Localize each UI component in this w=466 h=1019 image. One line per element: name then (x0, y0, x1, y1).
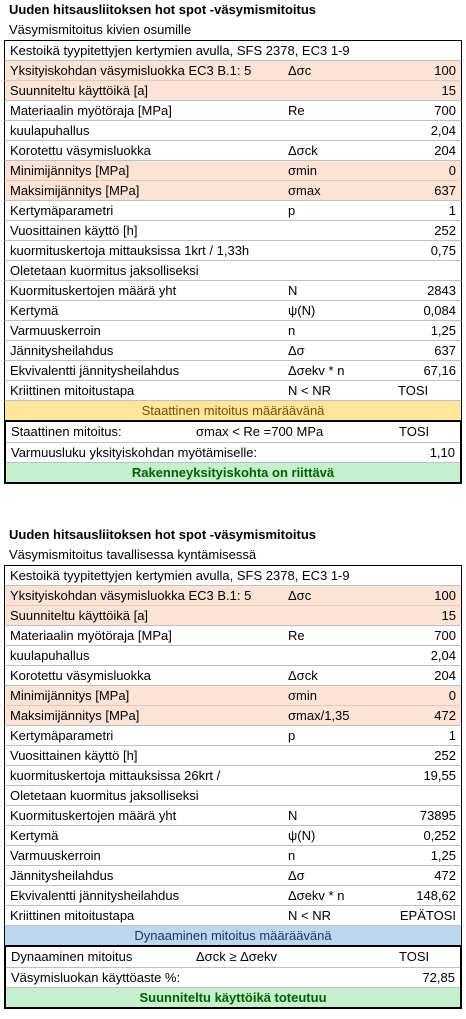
row-symbol: Δσck (288, 668, 318, 683)
row-value: 2,04 (430, 648, 456, 663)
row-value: 637 (434, 183, 456, 198)
row-symbol: N (288, 283, 298, 298)
table-row (4, 685, 462, 705)
conclusion-banner (6, 987, 460, 1007)
row-label: Ekvivalentti jännitysheilahdus (10, 363, 180, 378)
table-row (4, 585, 462, 605)
result-label: Väsymisluokan käyttöaste %: (11, 970, 181, 985)
table-row (4, 300, 462, 320)
row-label: Maksimijännitys [MPa] (10, 183, 140, 198)
result-value: 72,85 (422, 970, 455, 985)
table-row (4, 80, 462, 100)
table-row (4, 725, 462, 745)
row-label: Kuormituskertojen määrä yht (10, 808, 177, 823)
table-row (4, 240, 462, 260)
row-value: 204 (434, 668, 456, 683)
row-label: Kertymäparametri (10, 728, 114, 743)
row-value: 1,25 (430, 848, 456, 863)
row-symbol: σmax (288, 183, 321, 198)
row-label: Korotettu väsymisluokka (10, 668, 151, 683)
row-value: 637 (434, 343, 456, 358)
row-label: Suunniteltu käyttöikä [a] (10, 608, 149, 623)
title-text: Uuden hitsausliitoksen hot spot -väsymismitoitus (9, 527, 316, 542)
row-value: 0 (448, 688, 456, 703)
result-value: TOSI (399, 949, 430, 964)
row-value: 19,55 (423, 768, 456, 783)
table-row (4, 845, 462, 865)
row-value: 0,252 (423, 828, 456, 843)
row-label: Kertymä (10, 828, 59, 843)
calc-table (4, 40, 462, 420)
row-symbol: p (288, 728, 296, 743)
row-value: 0 (448, 163, 456, 178)
row-label: Materiaalin myötöraja [MPa] (10, 103, 172, 118)
row-value: 2843 (427, 283, 456, 298)
row-symbol: Δσ (288, 868, 305, 883)
row-symbol: ψ(N) (288, 828, 316, 843)
conclusion-text: Suunniteltu käyttöikä toteutuu (139, 990, 327, 1005)
row-value: EPÄTOSI (399, 908, 456, 923)
row-label: Materiaalin myötöraja [MPa] (10, 628, 172, 643)
table-row (4, 140, 462, 160)
section-subtitle (4, 545, 462, 565)
row-symbol: σmin (288, 688, 317, 703)
row-label: Minimijännitys [MPa] (10, 163, 130, 178)
table-row (4, 765, 462, 785)
row-label: Yksityiskohdan väsymisluokka EC3 B.1: 5 (10, 63, 252, 78)
result-row (6, 422, 460, 442)
table-row (4, 200, 462, 220)
conclusion-banner (6, 462, 460, 482)
table-row (4, 180, 462, 200)
result-row (6, 967, 460, 987)
table-row (4, 160, 462, 180)
row-symbol: Δσck (288, 143, 318, 158)
row-symbol: Δσc (288, 588, 312, 603)
table-row (4, 785, 462, 805)
governing-method-banner (4, 925, 462, 945)
row-label: Oletetaan kuormitus jaksolliseksi (10, 263, 199, 278)
table-row (4, 705, 462, 725)
table-row (4, 625, 462, 645)
table-row (4, 100, 462, 120)
row-value: 472 (434, 708, 456, 723)
table-row (4, 260, 462, 280)
table-row (4, 220, 462, 240)
row-value: 1 (448, 728, 456, 743)
result-row (6, 947, 460, 967)
result-condition: σmax < Re =700 MPa (196, 424, 324, 439)
row-symbol: n (288, 323, 296, 338)
table-row (4, 360, 462, 380)
row-label: Kuormituskertojen määrä yht (10, 283, 177, 298)
row-symbol: σmin (288, 163, 317, 178)
table-row (4, 320, 462, 340)
table-row (4, 825, 462, 845)
row-symbol: Δσc (288, 63, 312, 78)
fatigue-section-2 (4, 525, 462, 1009)
row-value: 1,25 (430, 323, 456, 338)
row-value: TOSI (398, 383, 429, 398)
row-label: Oletetaan kuormitus jaksolliseksi (10, 788, 199, 803)
row-label: Varmuuskerroin (10, 323, 101, 338)
table-row (4, 120, 462, 140)
row-symbol: ψ(N) (288, 303, 316, 318)
row-symbol: N (288, 808, 298, 823)
row-symbol: σmax/1,35 (288, 708, 350, 723)
row-value: 73895 (419, 808, 456, 823)
row-label: kuulapuhallus (10, 123, 90, 138)
table-row (4, 40, 462, 60)
subtitle-text: Väsymismitoitus tavallisessa kyntämisessä (9, 547, 257, 562)
row-label: Maksimijännitys [MPa] (10, 708, 140, 723)
row-label: Yksityiskohdan väsymisluokka EC3 B.1: 5 (10, 588, 252, 603)
table-row (4, 745, 462, 765)
row-symbol: N < NR (288, 383, 331, 398)
row-symbol: Re (288, 628, 305, 643)
row-label: Ekvivalentti jännitysheilahdus (10, 888, 180, 903)
result-label: Staattinen mitoitus: (11, 424, 122, 439)
row-label: Jännitysheilahdus (10, 343, 114, 358)
row-value: 700 (434, 628, 456, 643)
row-label: Minimijännitys [MPa] (10, 688, 130, 703)
row-value: 148,62 (416, 888, 456, 903)
result-row (6, 442, 460, 462)
table-row (4, 645, 462, 665)
row-value: 0,75 (430, 243, 456, 258)
row-value: 252 (434, 223, 456, 238)
table-row (4, 280, 462, 300)
row-value: 15 (441, 608, 456, 623)
conclusion-text: Rakenneyksityiskohta on riittävä (131, 465, 335, 480)
row-label: Kestoikä tyypitettyjen kertymien avulla, SFS 2378, EC3 1-9 (10, 568, 350, 583)
result-box (4, 945, 462, 1009)
row-value: 100 (434, 588, 456, 603)
row-label: Vuosittainen käyttö [h] (10, 748, 138, 763)
row-symbol: Δσ (288, 343, 305, 358)
table-row (4, 565, 462, 585)
row-symbol: Δσekv * n (288, 363, 345, 378)
row-value: 700 (434, 103, 456, 118)
table-row (4, 885, 462, 905)
table-row (4, 380, 462, 400)
result-value: 1,10 (429, 445, 455, 460)
result-condition: Δσck ≥ Δσekv (196, 949, 278, 964)
table-row (4, 805, 462, 825)
table-row (4, 605, 462, 625)
section-subtitle (4, 20, 462, 40)
row-label: Suunniteltu käyttöikä [a] (10, 83, 149, 98)
row-label: Korotettu väsymisluokka (10, 143, 151, 158)
row-value: 1 (448, 203, 456, 218)
table-row (4, 340, 462, 360)
table-row (4, 865, 462, 885)
row-label: kuulapuhallus (10, 648, 90, 663)
row-label: Kriittinen mitoitustapa (10, 383, 135, 398)
result-box (4, 420, 462, 484)
row-label: Kestoikä tyypitettyjen kertymien avulla, SFS 2378, EC3 1-9 (10, 43, 350, 58)
row-value: 472 (434, 868, 456, 883)
calc-table (4, 565, 462, 945)
row-symbol: n (288, 848, 296, 863)
row-label: Kriittinen mitoitustapa (10, 908, 135, 923)
row-value: 252 (434, 748, 456, 763)
fatigue-section-1 (4, 0, 462, 484)
row-label: Kertymä (10, 303, 59, 318)
table-row (4, 665, 462, 685)
banner-text: Staattinen mitoitus määräävänä (141, 403, 325, 418)
row-value: 204 (434, 143, 456, 158)
row-symbol: Re (288, 103, 305, 118)
row-label: kuormituskertoja mittauksissa 26krt / (10, 768, 221, 783)
section-title (4, 0, 462, 20)
result-label: Varmuusluku yksityiskohdan myötämiselle: (11, 445, 258, 460)
row-value: 67,16 (423, 363, 456, 378)
title-text: Uuden hitsausliitoksen hot spot -väsymismitoitus (9, 2, 316, 17)
row-value: 15 (441, 83, 456, 98)
row-value: 100 (434, 63, 456, 78)
table-row (4, 60, 462, 80)
row-symbol: N < NR (288, 908, 331, 923)
row-value: 2,04 (430, 123, 456, 138)
row-symbol: p (288, 203, 296, 218)
row-label: kuormituskertoja mittauksissa 1krt / 1,33h (10, 243, 250, 258)
result-label: Dynaaminen mitoitus (11, 949, 133, 964)
row-label: Jännitysheilahdus (10, 868, 114, 883)
section-title (4, 525, 462, 545)
table-row (4, 905, 462, 925)
subtitle-text: Väsymismitoitus kivien osumille (9, 22, 192, 37)
row-value: 0,084 (423, 303, 456, 318)
result-value: TOSI (399, 424, 430, 439)
row-label: Vuosittainen käyttö [h] (10, 223, 138, 238)
governing-method-banner (4, 400, 462, 420)
banner-text: Dynaaminen mitoitus määräävänä (134, 928, 332, 943)
row-label: Kertymäparametri (10, 203, 114, 218)
row-label: Varmuuskerroin (10, 848, 101, 863)
row-symbol: Δσekv * n (288, 888, 345, 903)
